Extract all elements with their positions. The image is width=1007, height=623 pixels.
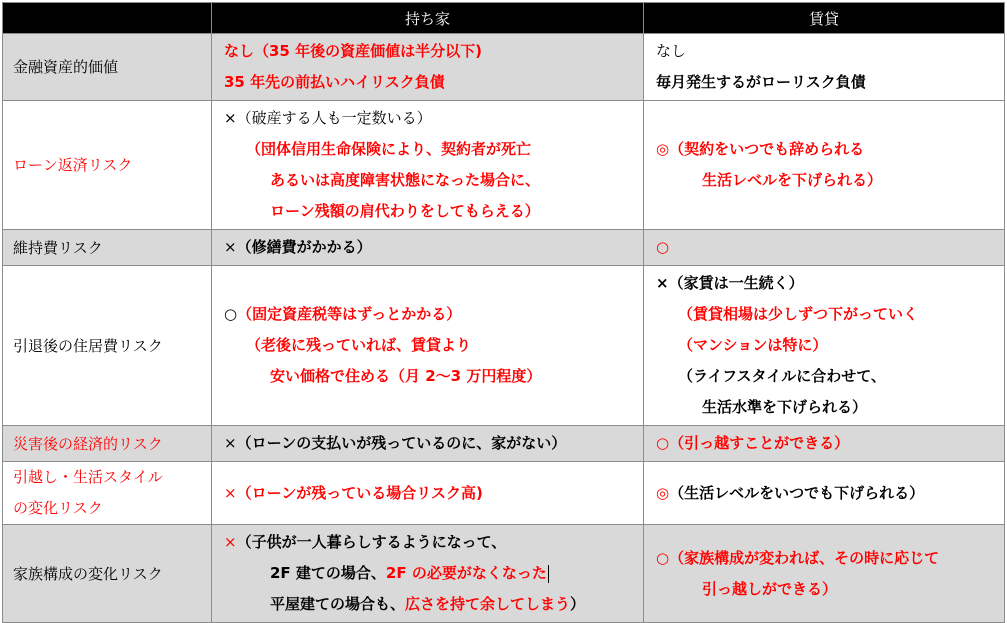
text-cursor [548,565,549,583]
row-loan [3,101,1005,230]
owned-cell-loan [212,101,644,230]
rental-disaster-text: （引っ越すことができる） [669,434,850,452]
circle-symbol: ○ [656,548,670,567]
owned-cell-retire [212,266,644,426]
row-label-disaster-text: 災害後の経済的リスク [13,434,163,453]
row-lifestyle [3,462,1005,525]
owned-asset-line-1: なし（35 年後の資産価値は半分以下) [224,42,482,60]
row-label-lifestyle [3,462,212,525]
cross-symbol: × [224,483,237,502]
double-circle-symbol: ◎ [656,140,670,158]
owned-loan-line-4: ローン残額の肩代わりをしてもらえる） [270,202,540,220]
owned-loan-text-1: （破産する人も一定数いる） [236,109,432,127]
owned-maintenance-line [224,232,637,263]
owned-family-text-2b: 2F の必要がなくなった [385,564,547,582]
owned-retire-line-2: （老後に残っていれば、賃貸より [246,336,472,354]
header-row [3,3,1005,34]
header-rental: 賃貸 [644,3,1005,34]
cross-symbol: × [224,434,237,452]
header-owned: 持ち家 [212,3,644,34]
owned-asset-line-2: 35 年先の前払いハイリスク負債 [224,73,445,91]
cross-symbol: × [224,238,237,256]
owned-loan-line-2: （団体信用生命保険により、契約者が死亡 [246,140,532,158]
rental-family-line-1 [656,543,998,574]
row-label-family: 家族構成の変化リスク [3,525,212,623]
rental-retire-line-2: （賃貸相場は少しずつ下がっていく [678,305,919,323]
rental-loan-line-2: 生活レベルを下げられる） [702,171,883,189]
row-label-lifestyle-2: の変化リスク [13,499,103,517]
owned-loan-line-1 [224,103,637,134]
rental-cell-maintenance [644,230,1005,266]
rental-retire-line-4: （ライフスタイルに合わせて、 [678,367,886,385]
owned-disaster-line [224,428,637,459]
rental-cell-asset [644,34,1005,101]
circle-symbol: ○ [656,238,670,256]
row-family [3,525,1005,623]
cross-symbol: × [224,109,237,127]
owned-family-line-2 [224,558,637,589]
owned-retire-line-1 [224,299,637,330]
cross-symbol: × [656,274,669,292]
rental-retire-line-3: （マンションは特に） [678,336,828,354]
circle-symbol: ○ [224,305,238,323]
rental-cell-lifestyle [644,462,1005,525]
owned-lifestyle-text: （ローンが残っている場合リスク高) [236,483,483,502]
owned-retire-line-3: 安い価格で住める（月 2～3 万円程度） [270,367,542,385]
owned-retire-text-1: （固定資産税等はずっとかかる） [237,305,462,323]
rental-lifestyle-text: （生活レベルをいつでも下げられる） [669,483,925,502]
row-label-maintenance: 維持費リスク [3,230,212,266]
owned-disaster-text: （ローンの支払いが残っているのに、家がない） [236,434,567,452]
rental-asset-line-2: 毎月発生するがローリスク負債 [656,73,866,91]
row-label-retire: 引退後の住居費リスク [3,266,212,426]
owned-cell-disaster [212,426,644,462]
rental-retire-text-1: （家賃は一生続く） [668,274,804,292]
row-label-lifestyle-1: 引越し・生活スタイル [13,468,163,486]
rental-disaster-line [656,428,998,459]
row-label-loan [3,101,212,230]
circle-symbol: ○ [656,434,670,452]
row-label-loan-text: ローン返済リスク [13,156,133,174]
rental-family-line-2: 引っ越しができる） [702,579,838,598]
row-label-disaster [3,426,212,462]
rental-cell-family [644,525,1005,623]
row-asset [3,34,1005,101]
cross-symbol: × [224,533,237,551]
owned-family-text-2a: 2F 建ての場合、 [270,564,386,582]
row-maintenance [3,230,1005,266]
rental-cell-disaster [644,426,1005,462]
rental-retire-line-5: 生活水準を下げられる） [702,398,868,416]
owned-family-text-3b: 広さを持て余してしまう [405,595,571,613]
header-blank-cell [3,3,212,34]
rental-asset-line-1: なし [656,42,687,60]
owned-family-text-1: （子供が一人暮らしするようになって、 [236,533,507,551]
owned-loan-line-3: あるいは高度障害状態になった場合に、 [270,171,541,189]
rental-retire-line-1 [656,268,998,299]
comparison-table [2,2,1005,623]
row-disaster [3,426,1005,462]
owned-family-text-3c: ） [570,595,586,613]
owned-family-line-3 [224,589,637,620]
owned-maintenance-text: （修繕費がかかる） [236,238,372,256]
owned-cell-lifestyle [212,462,644,525]
rental-loan-line-1 [656,134,998,165]
rental-lifestyle-line [656,478,998,509]
rental-cell-retire [644,266,1005,426]
owned-cell-family [212,525,644,623]
owned-family-line-1 [224,527,637,558]
rental-loan-text-1: （契約をいつでも辞められる [669,140,865,158]
row-label-asset: 金融資産的価値 [3,34,212,101]
rental-cell-loan [644,101,1005,230]
owned-cell-maintenance [212,230,644,266]
row-retire [3,266,1005,426]
owned-cell-asset [212,34,644,101]
owned-lifestyle-line [224,478,637,509]
double-circle-symbol: ◎ [656,483,670,502]
rental-family-text-1: （家族構成が変われば、その時に応じて [669,548,940,567]
owned-family-text-3a: 平屋建ての場合も、 [270,595,406,613]
